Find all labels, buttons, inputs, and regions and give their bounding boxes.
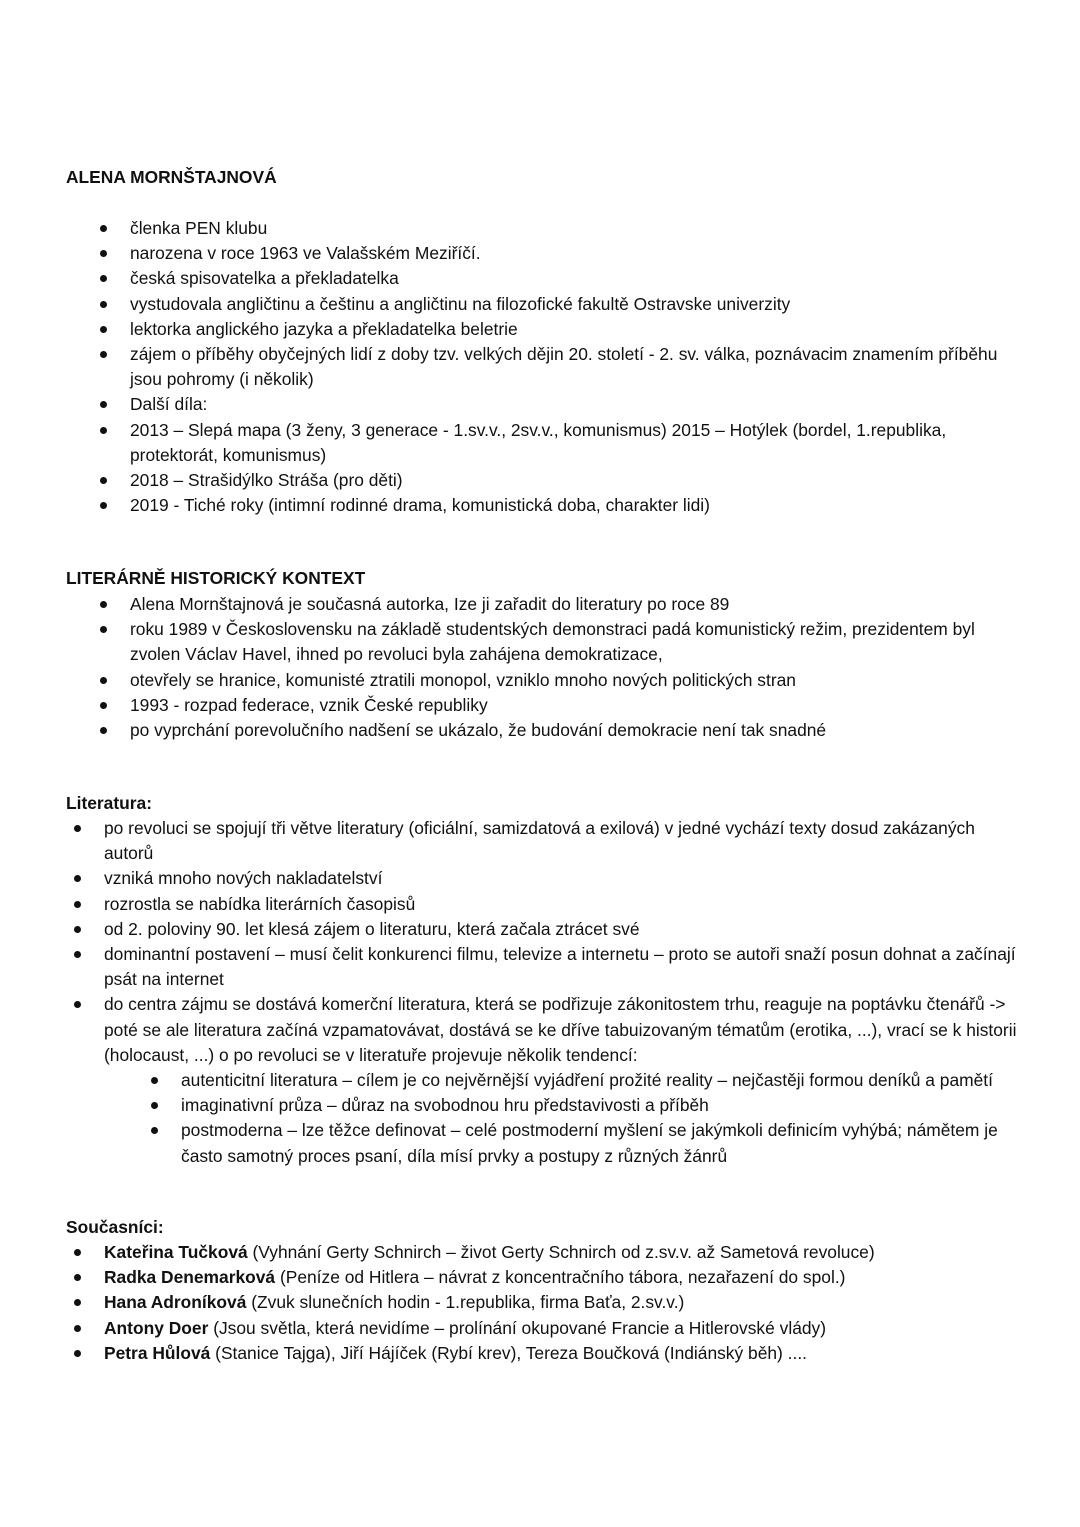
author-works: (Stanice Tajga), Jiří Hájíček (Rybí krev), Tereza Boučková (Indiánský běh) ....: [210, 1342, 807, 1363]
list-item: vystudovala angličtinu a češtinu a angličtinu na filozofické fakultě Ostravske univerzity: [130, 292, 1010, 317]
author-works: (Vyhnání Gerty Schnirch – život Gerty Schnirch od z.sv.v. až Sametová revoluce): [247, 1242, 875, 1262]
author-name: Hana Adroníková: [104, 1292, 247, 1313]
list-item: [104, 992, 1024, 1168]
list-item: vzniká mnoho nových nakladatelství: [104, 866, 1024, 891]
list-item: dominantní postavení – musí čelit konkurenci filmu, televize a internetu – proto se autoři snaží posun dohnat a začínají psát na internet: [104, 942, 1024, 992]
sub-list-item: imaginativní průza – důraz na svobodnou hru představivosti a příběh: [181, 1093, 1024, 1118]
list-item: [104, 1240, 1024, 1265]
list-item: lektorka anglického jazyka a překladatelka beletrie: [130, 317, 1010, 342]
list-item: [104, 1316, 1024, 1341]
sub-list-item: autenticitní literatura – cílem je co nejvěrnější vyjádření prožité reality – nejčastěji formou deníků a pamětí: [181, 1068, 1024, 1093]
contemporaries-heading: Současníci:: [66, 1217, 164, 1237]
list-item: 2018 – Strašidýlko Stráša (pro děti): [130, 468, 1010, 493]
list-item: členka PEN klubu: [130, 216, 1010, 241]
literature-list: [104, 816, 1024, 1169]
literature-heading: Literatura:: [66, 793, 153, 813]
list-item: narozena v roce 1963 ve Valašském Meziříčí.: [130, 241, 1010, 266]
author-name: Radka Denemarková: [104, 1267, 276, 1288]
context-list: [130, 592, 1010, 743]
author-name: Kateřina Tučková: [104, 1242, 248, 1262]
tendencies-list: [104, 1068, 1024, 1169]
list-item: česká spisovatelka a překladatelka: [130, 266, 1010, 291]
list-item: rozrostla se nabídka literárních časopisů: [104, 892, 1024, 917]
author-name: Petra Hůlová: [104, 1342, 211, 1363]
list-item: Alena Mornštajnová je současná autorka, Ize ji zařadit do literatury po roce 89: [130, 592, 1010, 617]
list-item: Další díla:: [130, 392, 1010, 417]
list-item: [104, 1265, 1024, 1290]
author-name: Antony Doer: [104, 1317, 209, 1338]
author-heading: ALENA MORNŠTAJNOVÁ: [66, 167, 277, 187]
list-item: 2013 – Slepá mapa (3 ženy, 3 generace - 1.sv.v., 2sv.v., komunismus) 2015 – Hotýlek (bordel, 1.republika, protektorát, komunismus): [130, 418, 1010, 468]
list-item-text: do centra zájmu se dostává komerční literatura, která se podřizuje zákonitostem trhu, reaguje na poptávku čtenářů -> poté se ale literatura začíná vzpamatovávat, dostává se ke dříve tabuizovaným tématům (erotika, ...), vrací se k historii (holocaust, ...) o po revoluci se v literatuře projevuje několik tendencí:: [104, 994, 1017, 1065]
sub-list-item: postmoderna – lze těžce definovat – celé postmoderní myšlení se jakýmkoli definicím vyhýbá; námětem je často samotný proces psaní, díla mísí prvky a postupy z různých žánrů: [181, 1118, 1024, 1168]
author-works: (Zvuk slunečních hodin - 1.republika, firma Baťa, 2.sv.v.): [246, 1292, 685, 1313]
list-item: 2019 - Tiché roky (intimní rodinné drama, komunistická doba, charakter lidi): [130, 493, 1010, 518]
context-heading: LITERÁRNĚ HISTORICKÝ KONTEXT: [66, 568, 366, 588]
list-item: po vyprchání porevolučního nadšení se ukázalo, že budování demokracie není tak snadné: [130, 718, 1010, 743]
author-list: [130, 216, 1010, 518]
contemporaries-list: [104, 1240, 1024, 1366]
list-item: od 2. poloviny 90. let klesá zájem o literaturu, která začala ztrácet své: [104, 917, 1024, 942]
list-item: zájem o příběhy obyčejných lidí z doby tzv. velkých dějin 20. století - 2. sv. válka, poznávacim znamením příběhu jsou pohromy (i několik): [130, 342, 1010, 392]
list-item: po revoluci se spojují tři větve literatury (oficiální, samizdatová a exilová) v jedné vychází texty dosud zakázaných autorů: [104, 816, 1024, 866]
list-item: roku 1989 v Československu na základě studentských demonstraci padá komunistický režim, prezidentem byl zvolen Václav Havel, ihned po revoluci byla zahájena demokratizace,: [130, 617, 1010, 667]
author-works: (Peníze od Hitlera – návrat z koncentračního tábora, nezařazení do spol.): [275, 1267, 846, 1288]
list-item: [104, 1341, 1024, 1366]
author-works: (Jsou světla, která nevidíme – prolínání okupované Francie a Hitlerovské vlády): [208, 1317, 827, 1338]
list-item: [104, 1290, 1024, 1315]
list-item: otevřely se hranice, komunisté ztratili monopol, vzniklo mnoho nových politických stran: [130, 668, 1010, 693]
list-item: 1993 - rozpad federace, vznik České republiky: [130, 693, 1010, 718]
